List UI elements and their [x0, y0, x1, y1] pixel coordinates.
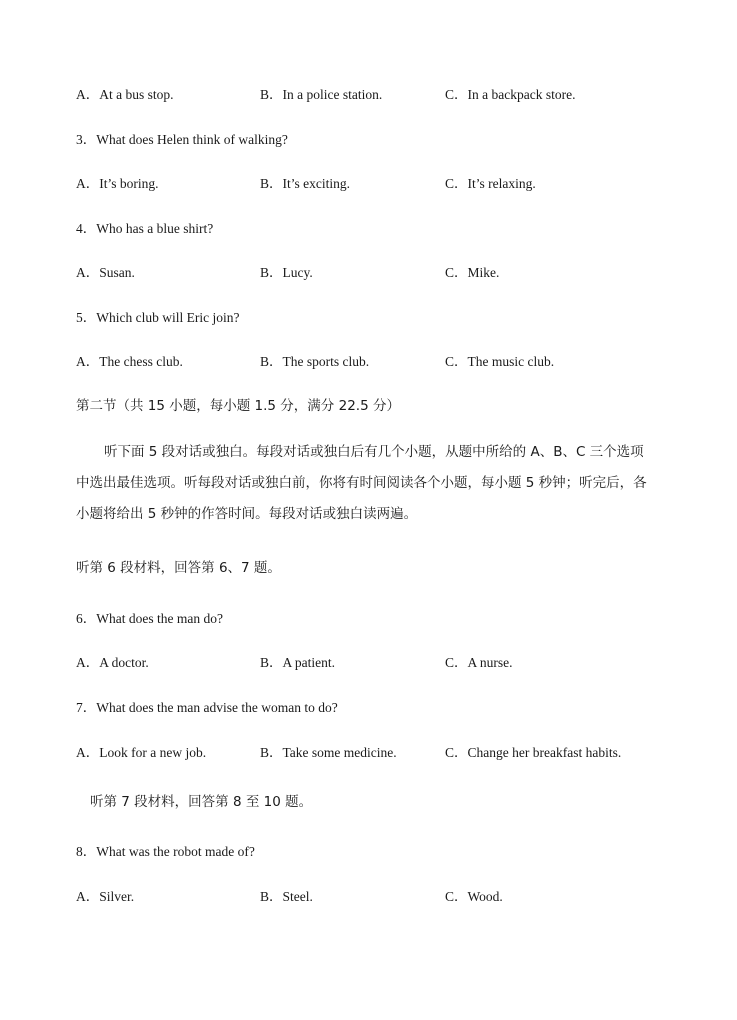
instructions-line-2: 中选出最佳选项。听每段对话或独白前，你将有时间阅读各个小题，每小题 5 秒钟；听完后，各 — [76, 475, 647, 491]
q3-option-c: C．It’s relaxing. — [445, 176, 536, 191]
q8-option-b: B．Steel. — [260, 889, 313, 904]
material-6-label: 听第 6 段材料，回答第 6、7 题。 — [76, 560, 281, 576]
q4-option-b: B．Lucy. — [260, 265, 313, 280]
q8-option-c: C．Wood. — [445, 889, 503, 904]
instructions-line-1: 听下面 5 段对话或独白。每段对话或独白后有几个小题，从题中所给的 A、B、C 三个选项 — [104, 444, 644, 460]
q2-option-c: C．In a backpack store. — [445, 87, 576, 102]
q5-option-a: A．The chess club. — [76, 354, 183, 369]
q3-stem: 3．What does Helen think of walking? — [76, 132, 288, 147]
q5-option-b: B．The sports club. — [260, 354, 370, 369]
q8-option-a: A．Silver. — [76, 889, 135, 904]
q7-stem: 7．What does the man advise the woman to do? — [76, 700, 338, 715]
instructions-line-3: 小题将给出 5 秒钟的作答时间。每段对话或独白读两遍。 — [76, 506, 418, 522]
q7-option-b: B．Take some medicine. — [260, 745, 397, 760]
q6-stem: 6．What does the man do? — [76, 611, 223, 626]
q3-option-a: A．It’s boring. — [76, 176, 159, 191]
q6-option-b: B．A patient. — [260, 655, 335, 670]
material-7-label: 听第 7 段材料，回答第 8 至 10 题。 — [90, 794, 313, 810]
section2-instructions — [76, 437, 662, 530]
q2-option-a: A．At a bus stop. — [76, 87, 174, 102]
q4-option-c: C．Mike. — [445, 265, 500, 280]
q8-stem: 8．What was the robot made of? — [76, 844, 255, 859]
q5-option-c: C．The music club. — [445, 354, 555, 369]
q5-stem: 5．Which club will Eric join? — [76, 310, 240, 325]
section2-heading: 第二节（共 15 小题，每小题 1.5 分，满分 22.5 分） — [76, 398, 400, 414]
q7-option-c: C．Change her breakfast habits. — [445, 745, 622, 760]
q6-option-a: A．A doctor. — [76, 655, 149, 670]
q6-option-c: C．A nurse. — [445, 655, 513, 670]
q4-stem: 4．Who has a blue shirt? — [76, 221, 214, 236]
q2-option-b: B．In a police station. — [260, 87, 383, 102]
q7-option-a: A．Look for a new job. — [76, 745, 207, 760]
q3-option-b: B．It’s exciting. — [260, 176, 350, 191]
q4-option-a: A．Susan. — [76, 265, 135, 280]
